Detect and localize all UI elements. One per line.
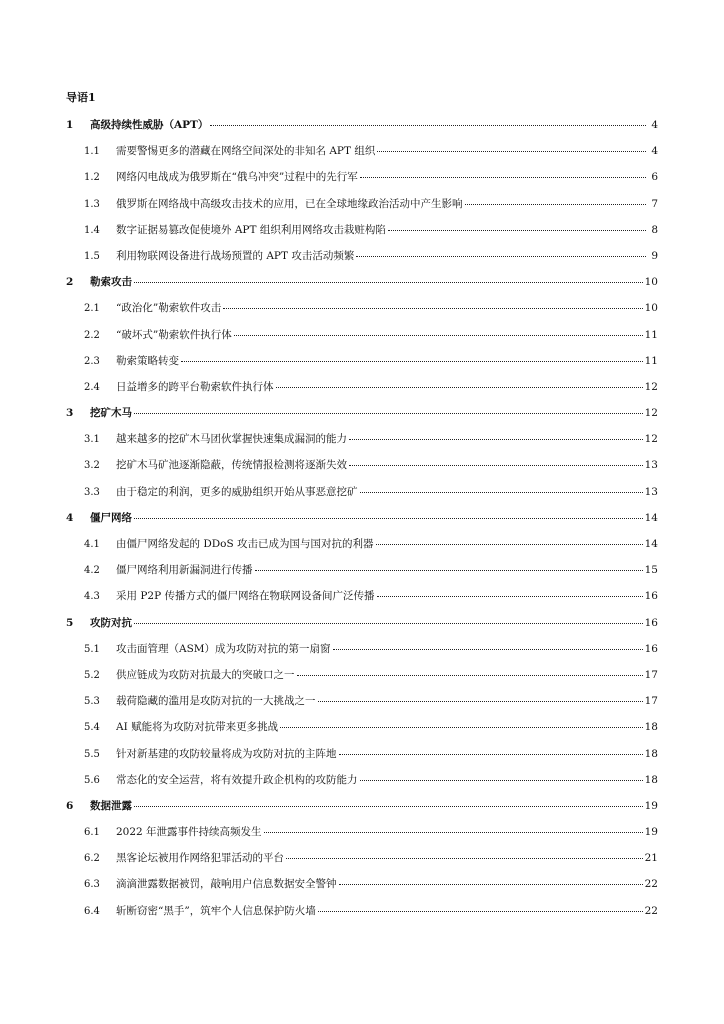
toc-section-entry[interactable]: [66, 274, 658, 300]
toc-dot-leader: [234, 334, 643, 336]
toc-dot-leader: [377, 595, 643, 597]
toc-dot-leader: [297, 674, 643, 676]
toc-dot-leader: [134, 281, 643, 283]
toc-entry-title: 网络闪电战成为俄罗斯在“俄乌冲突”过程中的先行军: [116, 171, 358, 184]
toc-dot-leader: [465, 203, 647, 205]
toc-subsection-entry[interactable]: [66, 588, 658, 614]
toc-subsection-entry[interactable]: [66, 431, 658, 457]
toc-entry-title: 常态化的安全运营，将有效提升政企机构的攻防能力: [116, 773, 358, 786]
toc-subsection-entry[interactable]: [66, 562, 658, 588]
toc-dot-leader: [360, 491, 643, 493]
toc-page-number: 19: [644, 826, 658, 839]
table-of-contents: [66, 117, 658, 929]
toc-entry-number: 6.4: [84, 905, 100, 917]
toc-subsection-entry[interactable]: [66, 143, 658, 169]
toc-dot-leader: [339, 753, 643, 755]
toc-dot-leader: [356, 255, 646, 257]
toc-entry-title: 高级持续性威胁（APT）: [90, 119, 209, 131]
toc-entry-title: 需要警惕更多的潜藏在网络空间深处的非知名 APT 组织: [116, 145, 376, 158]
toc-section-entry[interactable]: [66, 798, 658, 824]
toc-subsection-entry[interactable]: [66, 484, 658, 510]
toc-subsection-entry[interactable]: [66, 222, 658, 248]
toc-entry-number: 4.1: [84, 539, 100, 550]
toc-page-number: 10: [644, 302, 658, 315]
toc-entry-number: 3: [66, 407, 74, 420]
toc-page-number: 6: [651, 171, 658, 184]
toc-subsection-entry[interactable]: [66, 903, 658, 929]
toc-page-number: 13: [644, 459, 658, 472]
toc-dot-leader: [181, 360, 643, 362]
toc-dot-leader: [360, 176, 646, 178]
toc-subsection-entry[interactable]: [66, 824, 658, 850]
toc-entry-title: 僵尸网络: [90, 511, 132, 524]
toc-dot-leader: [318, 700, 643, 702]
toc-page-number: 22: [644, 904, 658, 917]
toc-page-number: 7: [651, 197, 658, 210]
toc-page-number: 17: [644, 695, 658, 708]
toc-entry-number: 1.3: [84, 198, 100, 210]
toc-page-number: 16: [644, 642, 658, 655]
toc-page-number: 12: [644, 433, 658, 446]
toc-subsection-entry[interactable]: [66, 693, 658, 719]
toc-subsection-entry[interactable]: [66, 772, 658, 798]
toc-entry-title: 由于稳定的利润，更多的威胁组织开始从事恶意挖矿: [116, 485, 358, 498]
toc-entry-title: 勒索攻击: [90, 276, 132, 289]
toc-subsection-entry[interactable]: [66, 876, 658, 902]
toc-entry-title: 针对新基建的攻防较量将成为攻防对抗的主阵地: [116, 747, 337, 760]
toc-entry-number: 4.3: [84, 591, 100, 603]
toc-page-number: 21: [644, 852, 658, 865]
toc-entry-title: 滴滴泄露数据被罚，敲响用户信息数据安全警钟: [116, 878, 337, 891]
toc-page-number: 10: [644, 276, 658, 289]
toc-subsection-entry[interactable]: [66, 196, 658, 222]
toc-entry-number: 2.2: [84, 329, 100, 341]
toc-section-entry[interactable]: [66, 510, 658, 536]
toc-entry-number: 3.3: [84, 486, 100, 498]
toc-subsection-entry[interactable]: [66, 248, 658, 274]
toc-entry-number: 5.6: [84, 774, 100, 786]
toc-entry-number: 2.4: [84, 381, 100, 393]
toc-page-number: 4: [651, 119, 658, 131]
toc-dot-leader: [134, 517, 643, 519]
toc-dot-leader: [134, 805, 643, 807]
toc-page-number: 22: [644, 878, 658, 891]
toc-dot-leader: [376, 543, 643, 545]
toc-entry-number: 4: [66, 511, 74, 524]
toc-page-number: 16: [644, 590, 658, 603]
toc-entry-title: 日益增多的跨平台勒索软件执行体: [116, 380, 274, 393]
toc-subsection-entry[interactable]: [66, 719, 658, 745]
toc-subsection-entry[interactable]: [66, 850, 658, 876]
toc-entry-number: 3.1: [84, 434, 100, 446]
toc-page-number: 17: [644, 668, 658, 681]
toc-subsection-entry[interactable]: [66, 667, 658, 693]
toc-subsection-entry[interactable]: [66, 300, 658, 326]
toc-page-number: 9: [651, 249, 658, 262]
toc-dot-leader: [339, 883, 643, 885]
toc-page-number: 14: [644, 538, 658, 550]
toc-entry-title: 斩断窃密“黑手”，筑牢个人信息保护防火墙: [116, 904, 316, 917]
toc-subsection-entry[interactable]: [66, 379, 658, 405]
toc-entry-number: 4.2: [84, 565, 100, 577]
toc-page-number: 12: [644, 380, 658, 393]
toc-entry-number: 2.3: [84, 355, 100, 367]
toc-entry-title: 载荷隐藏的滥用是攻防对抗的一大挑战之一: [116, 695, 316, 708]
toc-entry-number: 1.1: [84, 146, 100, 158]
toc-dot-leader: [349, 464, 643, 466]
toc-dot-leader: [286, 857, 643, 859]
toc-subsection-entry[interactable]: [66, 457, 658, 483]
toc-entry-title: AI 赋能将为攻防对抗带来更多挑战: [116, 721, 279, 734]
toc-entry-title: 攻防对抗: [90, 616, 132, 629]
toc-dot-leader: [333, 648, 643, 650]
toc-intro-entry[interactable]: 导语1: [66, 91, 96, 104]
toc-page-number: 13: [644, 485, 658, 498]
toc-entry-number: 3.2: [84, 460, 100, 472]
toc-entry-title: “政治化”勒索软件攻击: [116, 302, 222, 315]
toc-page-number: 11: [644, 354, 658, 367]
toc-entry-number: 1.2: [84, 172, 100, 184]
toc-page-number: 8: [651, 223, 658, 236]
toc-dot-leader: [134, 412, 643, 414]
toc-entry-title: 挖矿木马: [90, 407, 132, 420]
toc-entry-title: 攻击面管理（ASM）成为攻防对抗的第一扇窗: [116, 642, 331, 655]
toc-subsection-entry[interactable]: [66, 746, 658, 772]
toc-page-number: 12: [644, 407, 658, 420]
toc-dot-leader: [210, 124, 646, 126]
toc-entry-title: 黑客论坛被用作网络犯罪活动的平台: [116, 852, 284, 865]
toc-entry-title: 数据泄露: [90, 799, 132, 812]
toc-dot-leader: [388, 229, 646, 231]
toc-entry-number: 1: [66, 119, 74, 131]
toc-page-number: 14: [644, 511, 658, 524]
toc-dot-leader: [318, 910, 643, 912]
toc-entry-title: 由僵尸网络发起的 DDoS 攻击已成为国与国对抗的利器: [116, 538, 374, 550]
toc-entry-number: 5.2: [84, 669, 100, 681]
toc-dot-leader: [134, 622, 643, 624]
toc-subsection-entry[interactable]: [66, 353, 658, 379]
toc-entry-number: 6.2: [84, 853, 100, 865]
toc-dot-leader: [280, 726, 643, 728]
toc-entry-title: 越来越多的挖矿木马团伙掌握快速集成漏洞的能力: [116, 433, 347, 446]
toc-entry-title: “破坏式”勒索软件执行体: [116, 328, 232, 341]
toc-entry-title: 利用物联网设备进行战场预置的 APT 攻击活动频繁: [116, 249, 355, 262]
toc-dot-leader: [276, 386, 643, 388]
toc-entry-number: 1.4: [84, 224, 100, 236]
toc-entry-number: 5.4: [84, 722, 100, 734]
toc-subsection-entry[interactable]: [66, 169, 658, 195]
toc-page-number: 15: [644, 564, 658, 577]
toc-entry-title: 勒索策略转变: [116, 354, 179, 367]
toc-section-entry[interactable]: [66, 117, 658, 143]
toc-dot-leader: [255, 569, 643, 571]
toc-entry-number: 2: [66, 276, 74, 289]
toc-entry-number: 5.5: [84, 748, 100, 760]
toc-section-entry[interactable]: [66, 405, 658, 431]
toc-page-number: 16: [644, 616, 658, 629]
toc-dot-leader: [349, 438, 643, 440]
toc-entry-title: 采用 P2P 传播方式的僵尸网络在物联网设备间广泛传播: [116, 590, 375, 603]
toc-dot-leader: [377, 150, 646, 152]
toc-entry-title: 僵尸网络利用新漏洞进行传播: [116, 564, 253, 577]
toc-entry-title: 2022 年泄露事件持续高频发生: [116, 826, 262, 839]
toc-entry-number: 5.3: [84, 696, 100, 708]
toc-entry-number: 5.1: [84, 643, 100, 655]
toc-entry-number: 6.1: [84, 827, 100, 839]
toc-subsection-entry[interactable]: [66, 327, 658, 353]
toc-subsection-entry[interactable]: [66, 641, 658, 667]
toc-dot-leader: [223, 307, 642, 309]
toc-dot-leader: [264, 831, 643, 833]
toc-entry-number: 5: [66, 616, 74, 629]
toc-page-number: 18: [644, 773, 658, 786]
toc-page-number: 4: [651, 145, 658, 158]
toc-entry-title: 挖矿木马矿池逐渐隐蔽，传统情报检测将逐渐失效: [116, 459, 347, 472]
toc-page-number: 19: [644, 799, 658, 812]
toc-entry-number: 1.5: [84, 250, 100, 262]
toc-entry-number: 6.3: [84, 879, 100, 891]
toc-section-entry[interactable]: [66, 615, 658, 641]
toc-dot-leader: [360, 779, 643, 781]
toc-entry-number: 2.1: [84, 303, 100, 315]
toc-entry-title: 俄罗斯在网络战中高级攻击技术的应用，已在全球地缘政治活动中产生影响: [116, 197, 463, 210]
toc-entry-title: 供应链成为攻防对抗最大的突破口之一: [116, 668, 295, 681]
toc-page-number: 18: [644, 747, 658, 760]
toc-entry-title: 数字证据易篡改促使境外 APT 组织利用网络攻击栽赃构陷: [116, 223, 386, 236]
toc-page-number: 11: [644, 328, 658, 341]
toc-page-number: 18: [644, 721, 658, 734]
toc-subsection-entry[interactable]: [66, 536, 658, 562]
toc-entry-number: 6: [66, 799, 74, 812]
